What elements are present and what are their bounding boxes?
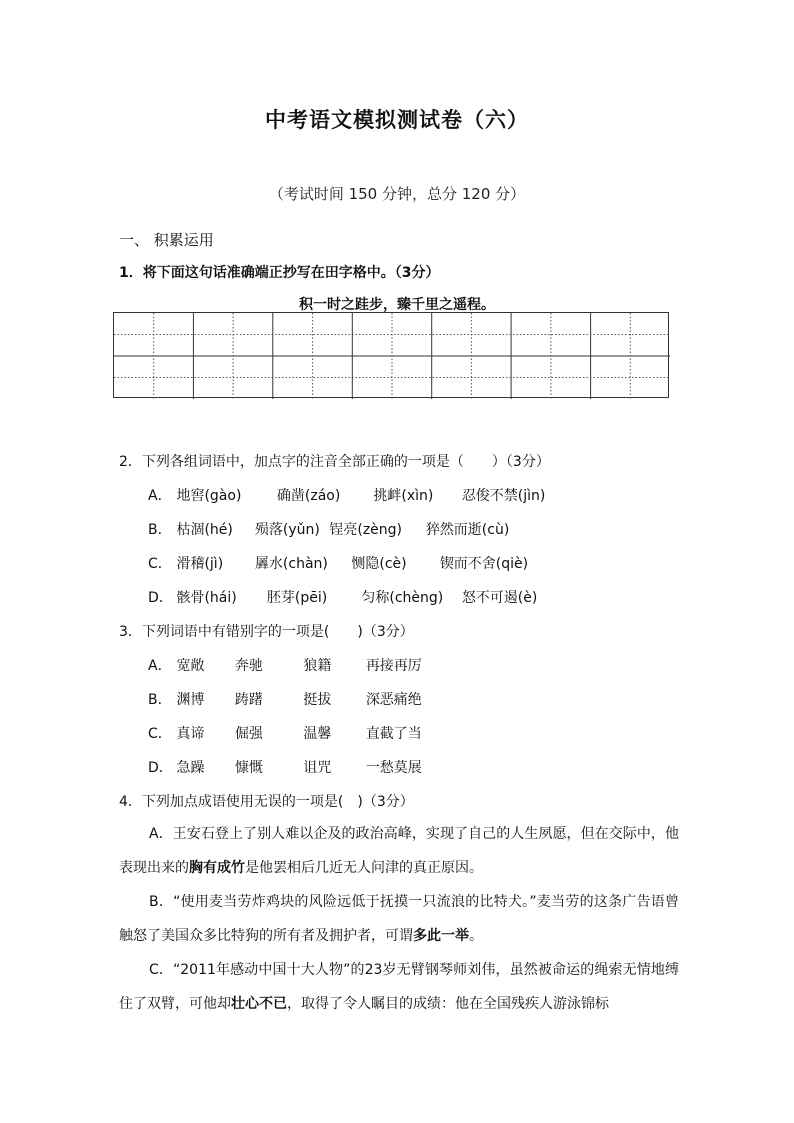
option-label: A． [148,658,172,674]
word: 羼水(chàn) [254,556,328,572]
q4-option-c[interactable] [119,953,679,1021]
option-label: C． [148,556,172,572]
word: 骸骨(hái) [176,590,237,606]
q3-option-c[interactable] [148,723,422,743]
word: 地窖(gào) [176,488,242,504]
word: 奔驰 [234,658,263,674]
word: 枯涸(hé) [176,522,233,538]
page-title: 中考语文模拟测试卷（六） [265,108,529,132]
tian-zi-grid[interactable] [113,312,669,398]
option-label: D． [148,760,173,776]
question-4-stem: 4．下列加点成语使用无误的一项是( )（3分） [119,794,414,810]
word: 滑稽(jì) [176,556,224,572]
option-text: B．“使用麦当劳炸鸡块的风险远低于抚摸一只流浪的比特犬。”麦当劳的这条广告语曾触怒了美国众多比特狗的所有者及拥护者，可谓 [119,894,679,944]
word: 倔强 [234,726,263,742]
option-text: 是他罢相后几近无人问津的真正原因。 [245,860,483,876]
word: 渊博 [176,692,205,708]
word: 一愁莫展 [365,760,422,776]
q2-option-b[interactable] [148,519,509,539]
question-1-stem: 1．将下面这句话准确端正抄写在田字格中。（3分） [119,265,440,281]
word: 真谛 [176,726,205,742]
option-text: A．王安石登上了别人难以企及的政治高峰，实现了自己的人生夙愿，但在交际中，他表现出来的 [119,826,679,876]
q2-option-a[interactable] [148,485,545,505]
option-text: 。 [469,928,483,944]
option-text: C．“2011年感动中国十大人物”的23岁无臂钢琴师刘伟，虽然被命运的绳索无情地缚住了双臂，可他却 [119,962,679,1012]
word: 匀称(chèng) [361,590,444,606]
word: 锲而不舍(qiè) [439,556,529,572]
idiom: 胸有成竹 [189,860,245,876]
question-2-stem: 2．下列各组词语中，加点字的注音全部正确的一项是（ ）（3分） [119,454,550,470]
exam-info: （考试时间 150 分钟，总分 120 分） [268,185,526,203]
word: 猝然而逝(cù) [425,522,510,538]
word: 确凿(záo) [276,488,341,504]
word: 宽敞 [176,658,205,674]
word: 锃亮(zèng) [329,522,403,538]
option-label: D． [148,590,173,606]
copy-sentence: 积一时之跬步，臻千里之遥程。 [299,297,495,313]
word: 狼籍 [303,658,332,674]
q4-option-b[interactable] [119,885,679,953]
grid-lines [114,313,670,399]
idiom: 壮心不已 [231,996,287,1012]
word: 深恶痛绝 [365,692,422,708]
word: 踌躇 [234,692,263,708]
word: 直截了当 [365,726,422,742]
word: 恻隐(cè) [351,556,407,572]
option-label: B． [148,692,172,708]
option-text: ，取得了令人瞩目的成绩：他在全国残疾人游泳锦标 [287,996,609,1012]
word: 慷慨 [234,760,263,776]
word: 殒落(yǔn) [254,522,320,538]
word: 怒不可遏(è) [461,590,538,606]
word: 急躁 [176,760,205,776]
idiom: 多此一举 [413,928,469,944]
option-label: B． [148,522,172,538]
q2-option-d[interactable] [148,587,537,607]
word: 胚芽(pēi) [266,590,328,606]
q3-option-b[interactable] [148,689,422,709]
word: 再接再厉 [365,658,422,674]
word: 忍俊不禁(jìn) [461,488,546,504]
option-label: C． [148,726,172,742]
q3-option-a[interactable] [148,655,422,675]
question-3-stem: 3．下列词语中有错别字的一项是( )（3分） [119,624,414,640]
q3-option-d[interactable] [148,757,422,777]
word: 温馨 [303,726,332,742]
section-heading: 一、 积累运用 [119,231,214,249]
word: 挺拔 [303,692,332,708]
q4-option-a[interactable] [119,817,679,885]
option-label: A． [148,488,172,504]
word: 诅咒 [303,760,332,776]
word: 挑衅(xìn) [373,488,434,504]
q2-option-c[interactable] [148,553,528,573]
